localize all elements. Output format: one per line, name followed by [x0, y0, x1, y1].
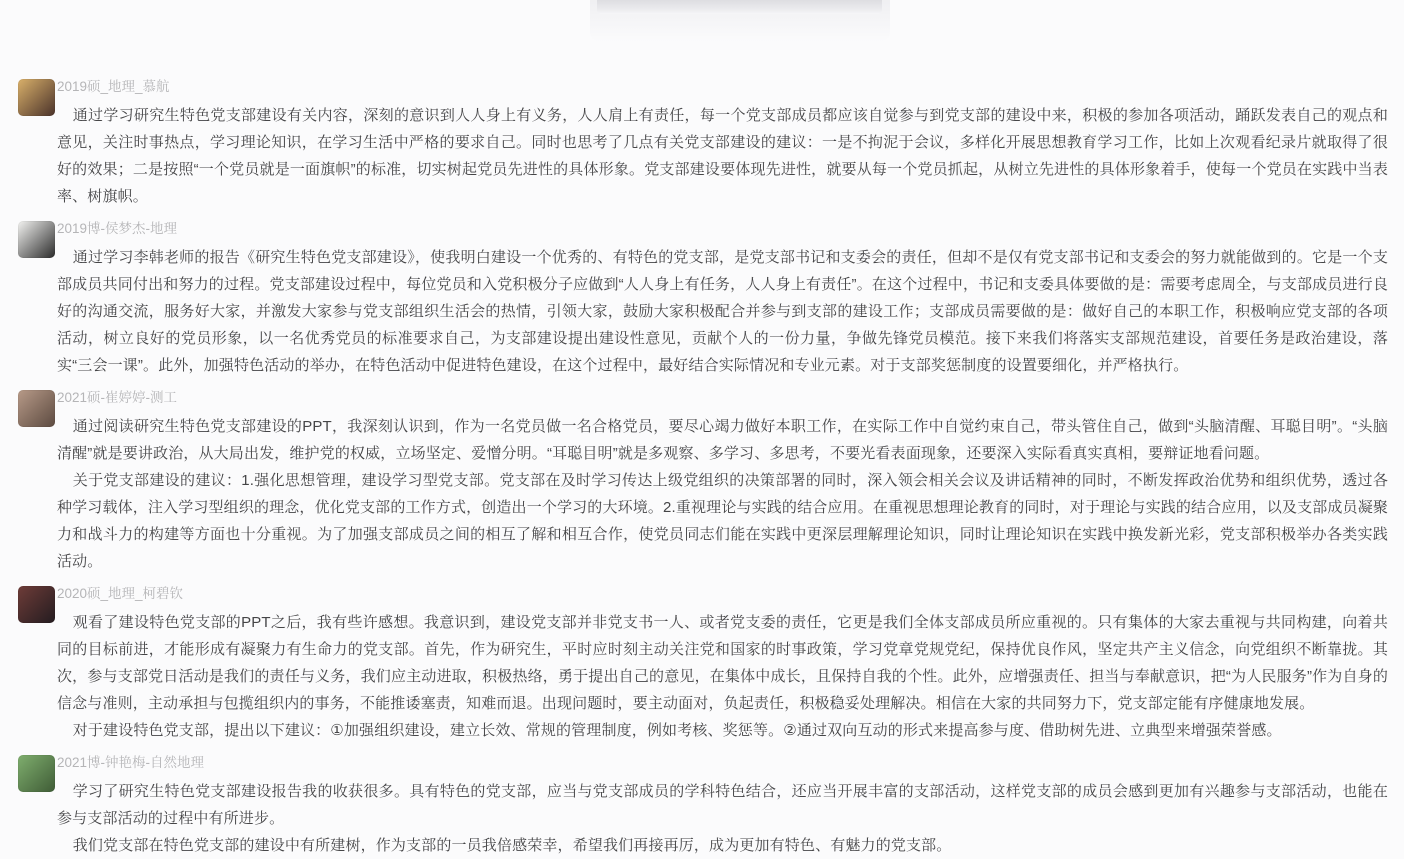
- message-paragraph: 学习了研究生特色党支部建设报告我的收获很多。具有特色的党支部，应当与党支部成员的学科特色结合，还应当开展丰富的支部活动，这样党支部的成员会感到更加有兴趣参与支部活动，也能在参与支部活动的过程中有所进步。: [57, 783, 1388, 827]
- chat-message: [0, 389, 1404, 575]
- username: 2020硕_地理_柯碧钦: [57, 586, 184, 601]
- chat-message: [0, 585, 1404, 744]
- username: 2019博-侯梦杰-地理: [57, 221, 178, 236]
- username: 2021博-钟艳梅-自然地理: [57, 755, 205, 770]
- avatar[interactable]: [18, 586, 55, 623]
- message-body: [57, 413, 1388, 575]
- message-paragraph: 对于建设特色党支部，提出以下建议：①加强组织建设，建立长效、常规的管理制度，例如考核、奖惩等。②通过双向互动的形式来提高参与度、借助树先进、立典型来增强荣誉感。: [72, 722, 1282, 739]
- chat-message: [0, 78, 1404, 210]
- avatar[interactable]: [18, 390, 55, 427]
- avatar[interactable]: [18, 79, 55, 116]
- chat-message: [0, 754, 1404, 859]
- message-body: [57, 244, 1388, 379]
- message-body: [57, 609, 1388, 744]
- username: 2019硕_地理_慕航: [57, 79, 170, 94]
- message-paragraph: 我们党支部在特色党支部的建设中有所建树，作为支部的一员我倍感荣幸，希望我们再接再厉，成为更加有特色、有魅力的党支部。: [72, 837, 952, 854]
- username: 2021硕-崔婷婷-测工: [57, 390, 178, 405]
- message-body: [57, 102, 1388, 210]
- message-paragraph: 观看了建设特色党支部的PPT之后，我有些许感想。我意识到，建设党支部并非党支书一人、或者党支委的责任，它更是我们全体支部成员所应重视的。只有集体的大家去重视与共同构建，向着共同的目标前进，才能形成有凝聚力有生命力的党支部。首先，作为研究生，平时应时刻主动关注党和国家的时事政策，学习党章党规党纪，保持优良作风，坚定共产主义信念，向党组织不断靠拢。其次，参与支部党日活动是我们的责任与义务，我们应主动进取，积极热络，勇于提出自己的意见，在集体中成长，且保持自我的个性。此外，应增强责任、担当与奉献意识，把“为人民服务”作为自身的信念与准则，主动承担与包揽组织内的事务，不能推诿塞责，知难而退。出现问题时，要主动面对，负起责任，积极稳妥处理解决。相信在大家的共同努力下，党支部定能有序健康地发展。: [57, 614, 1388, 712]
- message-paragraph: 通过学习研究生特色党支部建设有关内容，深刻的意识到人人身上有义务，人人肩上有责任，每一个党支部成员都应该自觉参与到党支部的建设中来，积极的参加各项活动，踊跃发表自己的观点和意见，关注时事热点，学习理论知识，在学习生活中严格的要求自己。同时也思考了几点有关党支部建设的建议：一是不拘泥于会议，多样化开展思想教育学习工作，比如上次观看纪录片就取得了很好的效果；二是按照“一个党员就是一面旗帜”的标准，切实树起党员先进性的具体形象。党支部建设要体现先进性，就要从每一个党员抓起，从树立先进性的具体形象着手，使每一个党员在实践中当表率、树旗帜。: [57, 107, 1388, 205]
- avatar[interactable]: [18, 755, 55, 792]
- avatar[interactable]: [18, 221, 55, 258]
- message-paragraph: 关于党支部建设的建议：1.强化思想管理，建设学习型党支部。党支部在及时学习传达上级党组织的决策部署的同时，深入领会相关会议及讲话精神的同时，不断发挥政治优势和组织优势，透过各种学习载体，注入学习型组织的理念，优化党支部的工作方式，创造出一个学习的大环境。2.重视理论与实践的结合应用。在重视思想理论教育的同时，对于理论与实践的结合应用，以及支部成员凝聚力和战斗力的构建等方面也十分重视。为了加强支部成员之间的相互了解和相互合作，使党员同志们能在实践中更深层理解理论知识，同时让理论知识在实践中换发新光彩，党支部积极举办各类实践活动。: [57, 472, 1388, 570]
- message-paragraph: 通过学习李韩老师的报告《研究生特色党支部建设》，使我明白建设一个优秀的、有特色的党支部，是党支部书记和支委会的责任，但却不是仅有党支部书记和支委会的努力就能做到的。它是一个支部成员共同付出和努力的过程。党支部建设过程中，每位党员和入党积极分子应做到“人人身上有任务，人人身上有责任”。在这个过程中，书记和支委具体要做的是：需要考虑周全，与支部成员进行良好的沟通交流，服务好大家，并激发大家参与党支部组织生活会的热情，引领大家，鼓励大家积极配合并参与到支部的建设工作；支部成员需要做的是：做好自己的本职工作，积极响应党支部的各项活动，树立良好的党员形象，以一名优秀党员的标准要求自己，为支部建设提出建设性意见，贡献个人的一份力量，争做先锋党员模范。接下来我们将落实支部规范建设，首要任务是政治建设，落实“三会一课”。此外，加强特色活动的举办，在特色活动中促进特色建设，在这个过程中，最好结合实际情况和专业元素。对于支部奖惩制度的设置要细化，并严格执行。: [57, 249, 1388, 374]
- chat-message: [0, 220, 1404, 379]
- message-paragraph: 通过阅读研究生特色党支部建设的PPT，我深刻认识到，作为一名党员做一名合格党员，要尽心竭力做好本职工作，在实际工作中自觉约束自己，带头管住自己，做到“头脑清醒、耳聪目明”。“头脑清醒”就是要讲政治，从大局出发，维护党的权威，立场坚定、爱憎分明。“耳聪目明”就是多观察、多学习、多思考，不要光看表面现象，还要深入实际看真实真相，要辩证地看问题。: [57, 418, 1388, 462]
- message-body: [57, 778, 1388, 859]
